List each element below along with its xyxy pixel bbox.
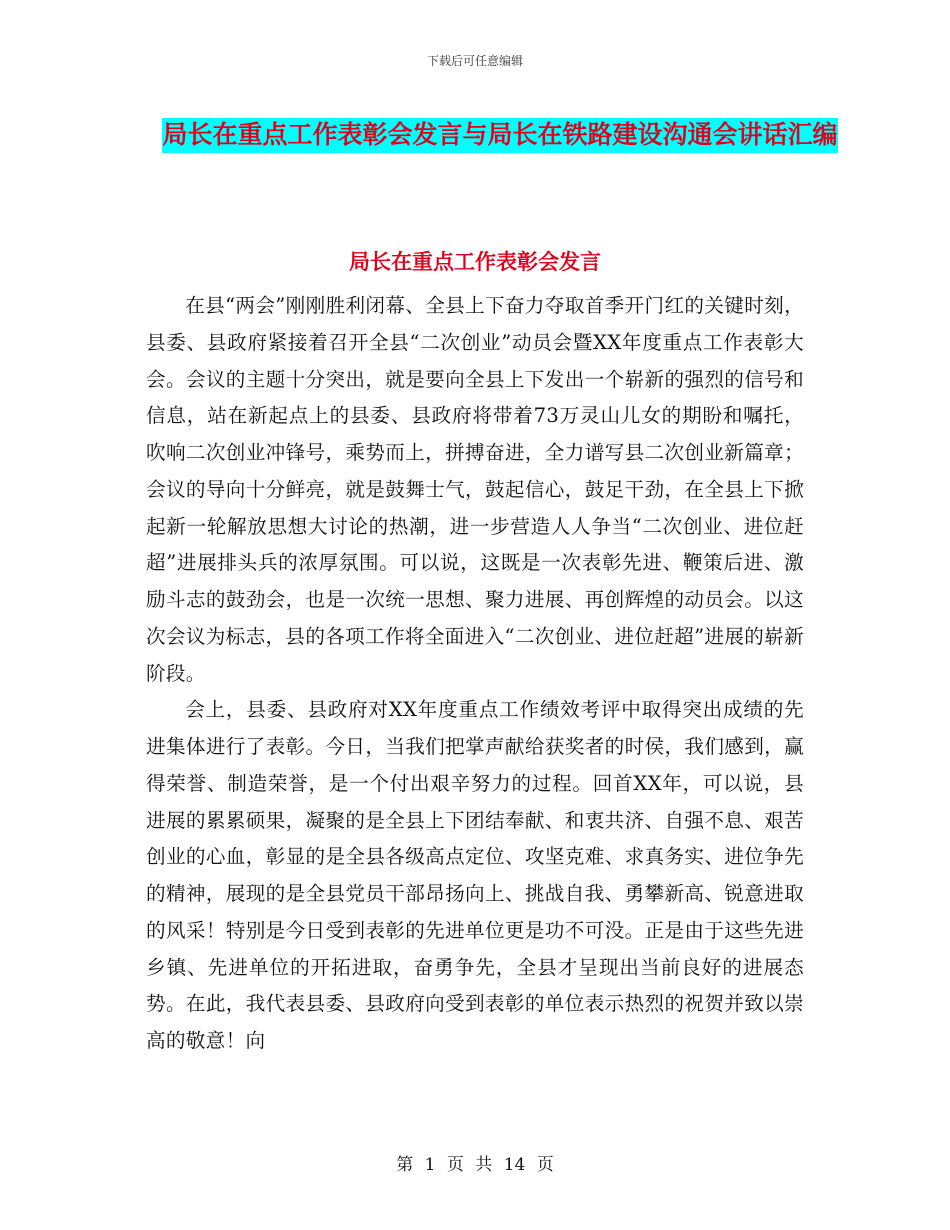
document-title-text: 局长在重点工作表彰会发言与局长在铁路建设沟通会讲话汇编 [162,118,837,153]
document-body [146,288,804,1060]
document-title [150,112,850,158]
section-title: 局长在重点工作表彰会发言 [349,249,601,274]
body-paragraph: 在县“两会”刚刚胜利闭幕、全县上下奋力夺取首季开门红的关键时刻，县委、县政府紧接着召开全县“二次创业”动员会暨XX年度重点工作表彰大会。会议的主题十分突出，就是要向全县上下发出一个崭新的强烈的信号和信息，站在新起点上的县委、县政府将带着73万灵山儿女的期盼和嘱托，吹响二次创业冲锋号，乘势而上，拼搏奋进，全力谱写县二次创业新篇章；会议的导向十分鲜亮，就是鼓舞士气，鼓起信心，鼓足干劲，在全县上下掀起新一轮解放思想大讨论的热潮，进一步营造人人争当“二次创业、进位赶超”进展排头兵的浓厚氛围。可以说，这既是一次表彰先进、鞭策后进、激励斗志的鼓劲会，也是一次统一思想、聚力进展、再创辉煌的动员会。以这次会议为标志，县的各项工作将全面进入“二次创业、进位赶超”进展的崭新阶段。 [146,294,804,685]
page-number: 第 1 页 共 14 页 [396,1155,554,1175]
page-header: 下载后可任意编辑 [426,54,523,68]
body-paragraph: 会上，县委、县政府对XX年度重点工作绩效考评中取得突出成绩的先进集体进行了表彰。今日，当我们把掌声献给获奖者的时侯，我们感到，赢得荣誉、制造荣誉，是一个付出艰辛努力的过程。回首XX年，可以说，县进展的累累硕果，凝聚的是全县上下团结奉献、和衷共济、自强不息、艰苦创业的心血，彰显的是全县各级高点定位、攻坚克难、求真务实、进位争先的精神，展现的是全县党员干部昂扬向上、挑战自我、勇攀新高、锐意进取的风采！特别是今日受到表彰的先进单位更是功不可没。正是由于这些先进乡镇、先进单位的开拓进取，奋勇争先，全县才呈现出当前良好的进展态势。在此，我代表县委、县政府向受到表彰的单位表示热烈的祝贺并致以崇高的敬意！向 [146,698,804,1052]
